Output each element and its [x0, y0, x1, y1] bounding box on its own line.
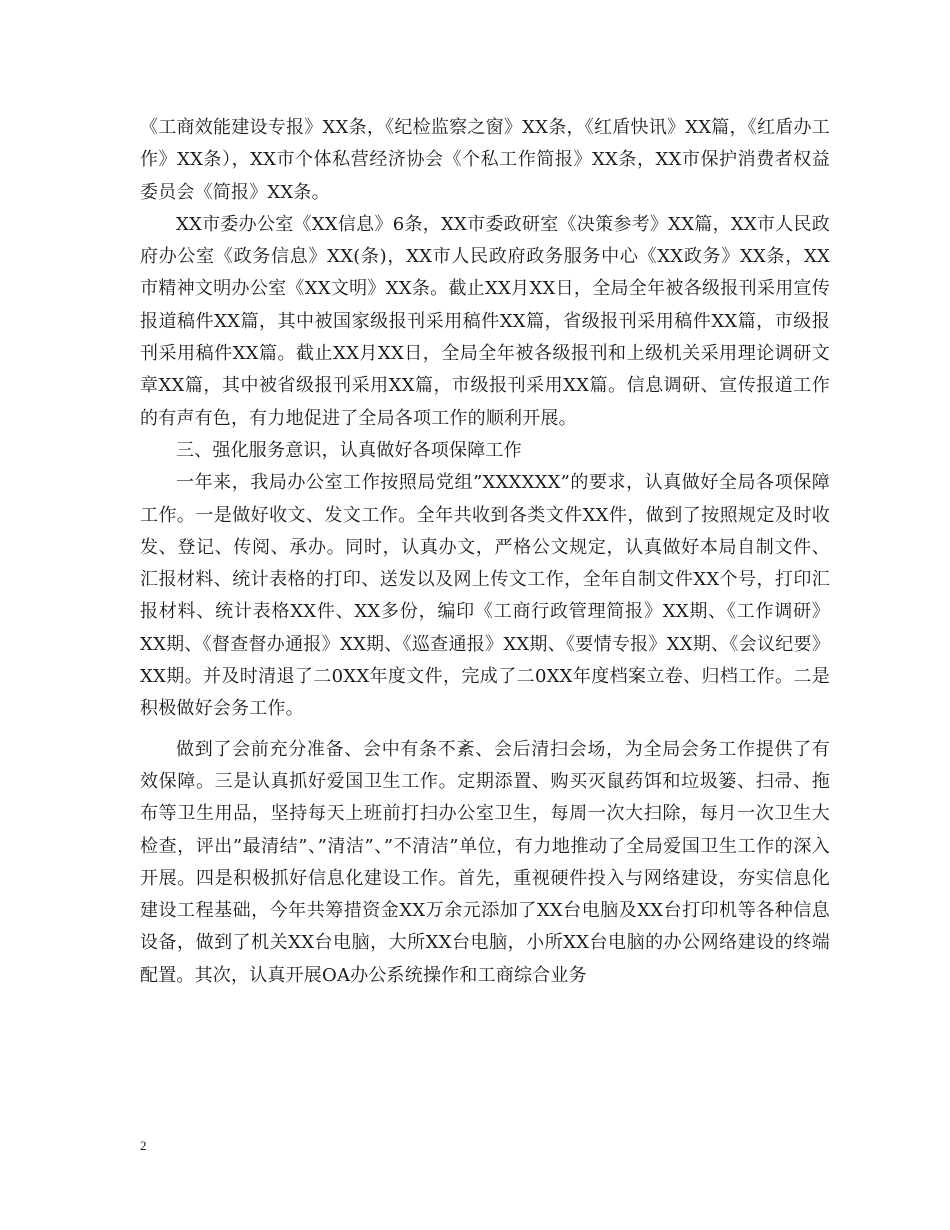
paragraph-3: 一年来，我局办公室工作按照局党组”XXXXXX”的要求，认真做好全局各项保障工作。一是做好收文、发文工作。全年共收到各类文件XX件，做到了按照规定及时收发、登记、传阅、承办。同时，认真办文，严格公文规定，认真做好本局自制文件、汇报材料、统计表格的打印、送发以及网上传文工作，全年自制文件XX个号，打印汇报材料、统计表格XX件、XX多份，编印《工商行政管理简报》XX期、《工作调研》XX期、《督查督办通报》XX期、《巡查通报》XX期、《要情专报》XX期、《会议纪要》XX期。并及时清退了二0XX年度文件，完成了二0XX年度档案立卷、归档工作。二是积极做好会务工作。 — [140, 472, 830, 720]
section-heading: 三、强化服务意识，认真做好各项保障工作 — [176, 439, 522, 461]
paragraph-1: 《工商效能建设专报》XX条，《纪检监察之窗》XX条，《红盾快讯》XX篇，《红盾办工作》XX条），XX市个体私营经济协会《个私工作简报》XX条，XX市保护消费者权益委员会《简报》XX条。 — [140, 117, 830, 203]
page-number: 2 — [140, 1138, 147, 1153]
document-body — [140, 112, 830, 992]
paragraph-2: XX市委办公室《XX信息》6条，XX市委政研室《决策参考》XX篇，XX市人民政府办公室《政务信息》XX(条)，XX市人民政府政务服务中心《XX政务》XX条，XX市精神文明办公室《XX文明》XX条。截止XX月XX日，全局全年被各级报刊采用宣传报道稿件XX篇，其中被国家级报刊采用稿件XX篇，省级报刊采用稿件XX篇，市级报刊采用稿件XX篇。截止XX月XX日，全局全年被各级报刊和上级机关采用理论调研文章XX篇，其中被省级报刊采用XX篇，市级报刊采用XX篇。信息调研、宣传报道工作的有声有色，有力地促进了全局各项工作的顺利开展。 — [140, 213, 830, 429]
paragraph-4: 做到了会前充分准备、会中有条不紊、会后清扫会场，为全局会务工作提供了有效保障。三是认真抓好爱国卫生工作。定期添置、购买灭鼠药饵和垃圾篓、扫帚、拖布等卫生用品，坚持每天上班前打扫办公室卫生，每周一次大扫除，每月一次卫生大检查，评出”最清结”、”清洁”、”不清洁”单位，有力地推动了全局爱国卫生工作的深入开展。四是积极抓好信息化建设工作。首先，重视硬件投入与网络建设，夯实信息化建设工程基础，今年共筹措资金XX万余元添加了XX台电脑及XX台打印机等各种信息设备，做到了机关XX台电脑，大所XX台电脑，小所XX台电脑的办公网络建设的终端配置。其次，认真开展OA办公系统操作和工商综合业务 — [140, 738, 830, 986]
